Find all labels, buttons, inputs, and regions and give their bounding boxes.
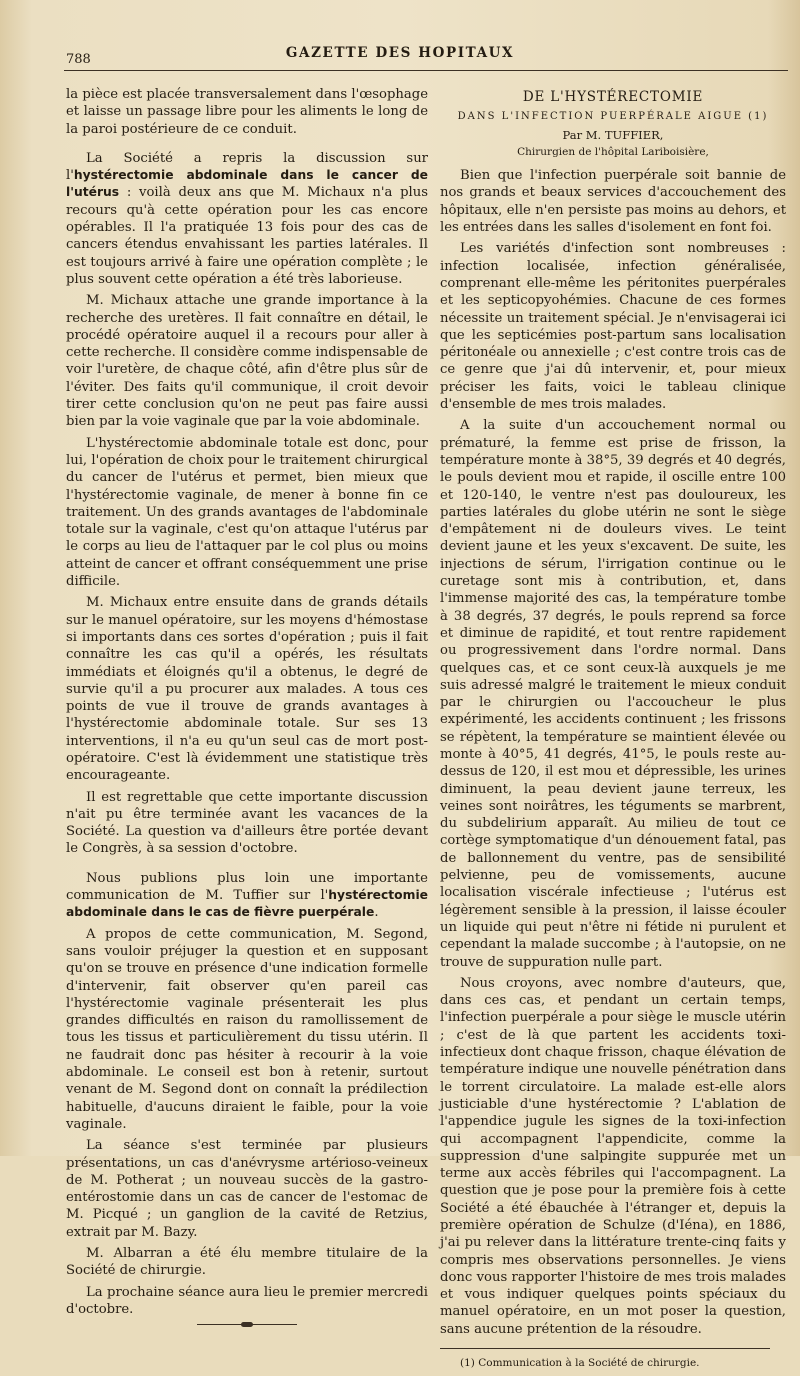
paragraph: A la suite d'un accouchement normal ou prématuré, la femme est prise de frisson, la température monte à 38°5, 39 degrés et 40 degrés, le pouls devient mou et rapide, il oscille entre 100 et 120-140, le ventre n'est pas douloureux, les parties latérales du globe utérin ne sont le siège d'empâtement ni de douleurs vives. Le teint devient jaune et les yeux s'excavent. De suite, les injections de sérum, l'irrigation continue ou le curetage sont mis à contribution, et, dans l'immense majorité des cas, la température tombe à 38 degrés, 37 degrés, le pouls reprend sa force et diminue de rapidité, et tout rentre rapidement ou progressivement dans l'ordre normal. Dans quelques cas, et ce sont ceux-là auxquels je me suis adressé malgré le traitement le mieux conduit par le chirurgien ou l'accoucheur le plus expérimenté, les accidents continuent ; les frissons se répètent, la température se maintient élevée ou monte à 40°5, 41 degrés, 41°5, le pouls reste au-dessus de 120, il est mou et dépressible, les urines diminuent, la peau devient jaune terreux, les veines sont noirâtres, les téguments se marbrent, du subdelirium apparaît. Au milieu de tout ce cortège symptomatique d'un dénouement fatal, pas de ballonnement du ventre, pas de sensibilité pelvienne, peu de vomissements, aucune localisation viscérale infectieuse ; l'utérus est légèrement sensible à la pression, il laisse écouler un liquide qui peut n'être ni fétide ni purulent et cependant la malade succombe ; à l'autopsie, on ne trouve de suppuration nulle part. [440,418,786,970]
paragraph: La Société a repris la discussion sur l'hystérectomie abdominale dans le cancer de l'utérus : voilà deux ans que M. Michaux n'a plus recours qu'à cette opération pour les cas encore opérables. Il l'a pratiquée 13 fois pour des cas de cancers étendus envahissant les parties latérales. Il est toujours arrivé à faire une opération complète ; le plus souvent cette opération a été très laborieuse. [66,150,428,287]
paragraph: A propos de cette communication, M. Segond, sans vouloir préjuger la question et en supposant qu'on se trouve en présence d'une indication formelle d'intervenir, fait observer qu'en pareil cas l'hystérectomie vaginale présenterait les plus grandes difficultés en raison du ramollissement de tous les tissus et particulièrement du tissu utérin. Il ne faudrait donc pas hésiter à recourir à la voie abdominale. Le conseil est bon à retenir, surtout venant de M. Segond dont on connaît la prédilection habituelle, d'aucuns diraient le faible, pour la voie vaginale. [66,926,428,1132]
page-number: 788 [66,52,91,67]
article-subtitle: DANS L'INFECTION PUERPÉRALE AIGUE (1) [457,111,769,123]
paragraph: Bien que l'infection puerpérale soit bannie de nos grands et beaux services d'accouchement des hôpitaux, elle n'en persiste pas moins au dehors, et les entrées dans les salles d'isolement en font foi. [440,168,786,236]
paragraph: la pièce est placée transversalement dans l'œsophage et laisse un passage libre pour les aliments le long de la paroi postérieure de ce conduit. [66,87,428,137]
topic-heading: hystérectomie abdominale dans le cancer de l'utérus [66,168,428,200]
topic-heading: hystérectomie abdominale dans le cas de fièvre puerpérale [66,888,428,920]
running-title: GAZETTE DES HOPITAUX [285,45,515,61]
right-column [440,89,786,1376]
paragraph: Il est regrettable que cette importante discussion n'ait pu être terminée avant les vacances de la Société. La question va d'ailleurs être portée devant le Congrès, à sa session d'octobre. [66,789,428,857]
author-role: Chirurgien de l'hôpital Lariboisière, [517,145,709,158]
paragraph: M. Albarran a été élu membre titulaire de la Société de chirurgie. [66,1246,428,1279]
footnote-rule [440,1348,770,1349]
paragraph: Nous croyons, avec nombre d'auteurs, que, dans ces cas, et pendant un certain temps, l'infection puerpérale a pour siège le muscle utérin ; c'est de là que partent les accidents toxi-infectieux dont chaque frisson, chaque élévation de température indique une nouvelle pénétration dans le torrent circulatoire. La malade est-elle alors justiciable d'une hystérectomie ? L'ablation de l'appendice jugule les signes de la toxi-infection qui accompagnent l'appendicite, comme la suppression d'une salpingite suppurée met un terme aux accès fébriles qui l'accompagnent. La question que je pose pour la première fois à cette Société a été ébauchée à l'étranger et, depuis la première opération de Schulze (d'Iéna), en 1886, j'ai pu relever dans la littérature trente-cinq faits y compris mes observations personnelles. Je viens donc vous rapporter l'histoire de mes trois malades et vous indiquer quelques points spéciaux du manuel opératoire, en un mot poser la question, sans aucune prétention de la résoudre. [440,975,786,1337]
paragraph: Nous publions plus loin une importante communication de M. Tuffier sur l'hystérectomie abdominale dans le cas de fièvre puerpérale. [66,870,428,921]
paragraph: Les variétés d'infection sont nombreuses : infection localisée, infection généralisée, comprenant elle-même les péritonites puerpérales et les septicopyohémies. Chacune de ces formes nécessite un traitement spécial. Je n'envisagerai ici que les septicémies post-partum sans localisation péritonéale ou annexielle ; c'est contre trois cas de ce genre que j'ai dû intervenir, et, pour mieux préciser les faits, voici le tableau clinique d'ensemble de mes trois malades. [440,241,786,413]
paragraph: La prochaine séance aura lieu le premier mercredi d'octobre. [66,1284,428,1317]
left-column [66,86,428,1325]
paragraph: M. Michaux attache une grande importance à la recherche des uretères. Il fait connaître en détail, le procédé opératoire auquel il a recours pour aller à cette recherche. Il considère comme indispensable de voir l'uretère, de chaque côté, afin d'être plus sûr de l'éviter. Des faits qu'il communique, il croit devoir tirer cette conclusion qu'on ne peut pas faire aussi bien par la voie vaginale que par la voie abdominale. [66,293,428,430]
paragraph: M. Michaux entre ensuite dans de grands détails sur le manuel opératoire, sur les moyens d'hémostase si importants dans ces sortes d'opération ; puis il fait connaître les cas qu'il a opérés, les résultats immédiats et éloignés qu'il a obtenus, le degré de survie qu'il a pu procurer aux malades. A tous ces points de vue il trouve de grands avantages à l'hystérectomie abdominale totale. Sur ses 13 interventions, il n'a eu qu'un seul cas de mort post-opératoire. C'est là évidemment une statistique très encourageante. [66,595,428,784]
article-title: DE L'HYSTÉRECTOMIE [522,89,704,105]
paragraph: L'hystérectomie abdominale totale est donc, pour lui, l'opération de choix pour le traitement chirurgical du cancer de l'utérus et permet, bien mieux que l'hystérectomie vaginale, de mener à bonne fin ce traitement. Un des grands avantages de l'abdominale totale sur la vaginale, c'est qu'on attaque l'utérus par le corps au lieu de l'attaquer par le col plus ou moins atteint de cancer et offrant conséquemment une prise difficile. [66,435,428,590]
footnote: (1) Communication à la Société de chirurgie. [460,1357,700,1370]
article-author: Par M. TUFFIER, [562,127,664,142]
paragraph: La séance s'est terminée par plusieurs présentations, un cas d'anévrysme artérioso-veineux de M. Potherat ; un nouveau succès de la gastro-entérostomie dans un cas de cancer de l'estomac de M. Picqué ; un ganglion de la cavité de Retzius, extrait par M. Bazy. [66,1138,428,1240]
header-rule [64,70,788,71]
section-separator [197,1324,297,1325]
